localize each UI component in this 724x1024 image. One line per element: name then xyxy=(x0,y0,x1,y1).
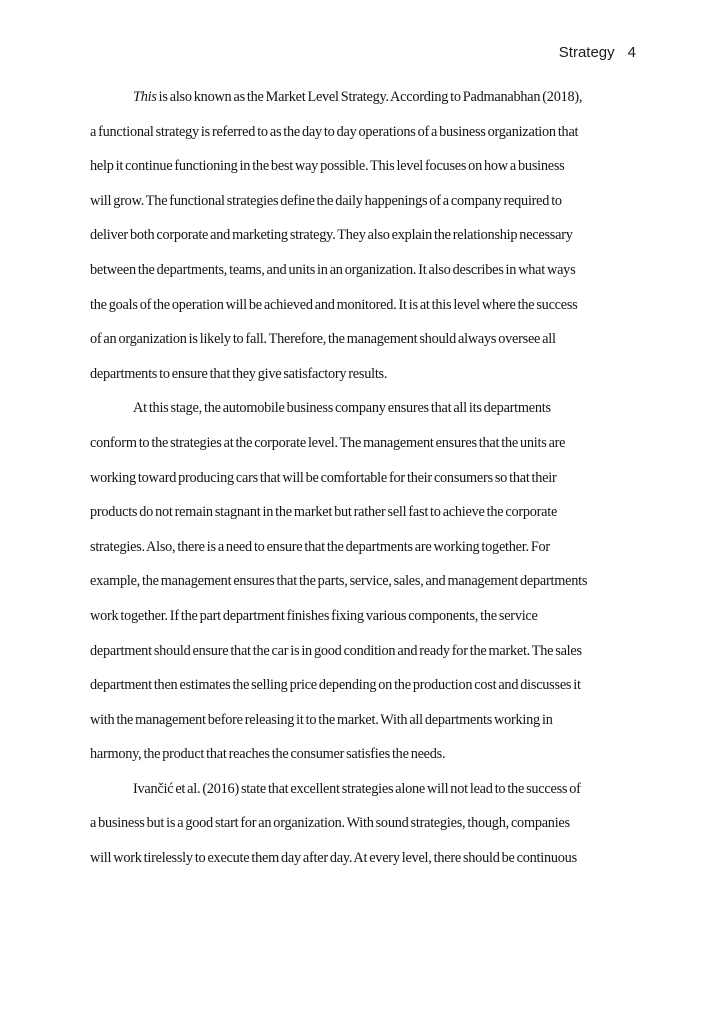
text-line xyxy=(90,149,636,184)
text-line xyxy=(90,80,636,115)
text-line xyxy=(90,391,636,426)
text-segment: conform to the strategies at the corporate level. The management ensures that the units are xyxy=(90,434,566,451)
text-line xyxy=(90,288,636,323)
text-line xyxy=(90,322,636,357)
text-segment: harmony, the product that reaches the consumer satisfies the needs. xyxy=(90,746,446,763)
running-head xyxy=(559,44,636,61)
text-line xyxy=(90,564,636,599)
text-segment: department then estimates the selling price depending on the production cost and discusses it xyxy=(90,677,581,694)
text-segment: help it continue functioning in the best way possible. This level focuses on how a business xyxy=(90,158,565,175)
text-line xyxy=(90,737,636,772)
text-line xyxy=(90,253,636,288)
paragraph xyxy=(90,772,636,876)
text-line xyxy=(90,218,636,253)
text-line xyxy=(90,426,636,461)
text-segment: of an organization is likely to fall. Therefore, the management should always oversee all xyxy=(90,331,556,348)
text-segment: At this stage, the automobile business company ensures that all its departments xyxy=(133,400,551,417)
text-line xyxy=(90,530,636,565)
page-number: 4 xyxy=(627,44,636,61)
paragraph xyxy=(90,80,636,391)
text-line xyxy=(90,461,636,496)
text-line xyxy=(90,668,636,703)
text-line xyxy=(90,841,636,876)
text-segment: This xyxy=(133,89,157,105)
document-body xyxy=(90,80,636,876)
text-segment: Ivančić et al. (2016) state that excellent strategies alone will not lead to the success of xyxy=(133,780,581,797)
text-segment: is also known as the Market Level Strategy. According to Padmanabhan (2018), xyxy=(156,89,583,105)
text-segment: between the departments, teams, and units in an organization. It also describes in what ways xyxy=(90,261,576,278)
paragraph xyxy=(90,391,636,772)
text-segment: the goals of the operation will be achieved and monitored. It is at this level where the success xyxy=(90,296,578,313)
text-line xyxy=(90,115,636,150)
text-segment: working toward producing cars that will be comfortable for their consumers so that their xyxy=(90,469,557,486)
text-segment: departments to ensure that they give satisfactory results. xyxy=(90,365,388,382)
text-segment: department should ensure that the car is in good condition and ready for the market. The sales xyxy=(90,642,582,659)
text-line xyxy=(90,599,636,634)
text-segment: products do not remain stagnant in the market but rather sell fast to achieve the corporate xyxy=(90,504,558,521)
text-segment: a functional strategy is referred to as the day to day operations of a business organization that xyxy=(90,123,579,140)
running-head-title: Strategy xyxy=(558,44,615,61)
text-segment: with the management before releasing it to the market. With all departments working in xyxy=(90,711,553,728)
text-segment: example, the management ensures that the parts, service, sales, and management departments xyxy=(90,573,588,590)
text-line xyxy=(90,703,636,738)
text-segment: work together. If the part department finishes fixing various components, the service xyxy=(90,607,538,624)
text-segment: strategies. Also, there is a need to ensure that the departments are working together. For xyxy=(90,538,550,555)
text-line xyxy=(90,634,636,669)
text-segment: deliver both corporate and marketing strategy. They also explain the relationship necessary xyxy=(90,227,573,244)
text-line xyxy=(90,806,636,841)
text-line xyxy=(90,495,636,530)
text-line xyxy=(90,184,636,219)
text-line xyxy=(90,357,636,392)
text-segment: will work tirelessly to execute them day after day. At every level, there should be continuous xyxy=(90,850,577,867)
text-segment: will grow. The functional strategies define the daily happenings of a company required to xyxy=(90,192,562,209)
text-segment: a business but is a good start for an organization. With sound strategies, though, companies xyxy=(90,815,570,832)
text-line xyxy=(90,772,636,807)
